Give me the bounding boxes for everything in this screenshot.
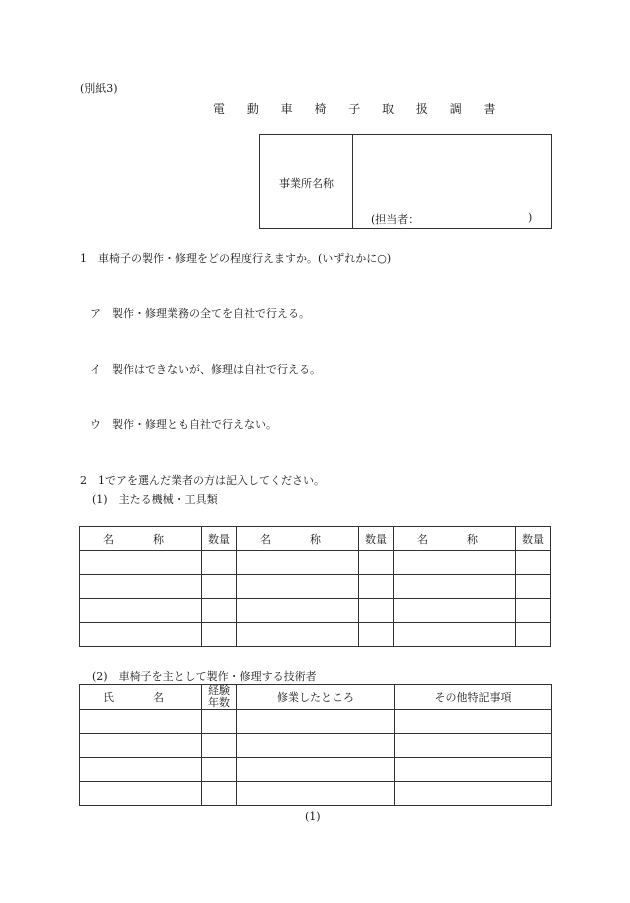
cell[interactable] bbox=[394, 551, 516, 575]
cell[interactable] bbox=[202, 710, 237, 734]
cell[interactable] bbox=[359, 599, 394, 623]
cell[interactable] bbox=[80, 551, 202, 575]
cell[interactable] bbox=[202, 758, 237, 782]
table-row bbox=[80, 758, 552, 782]
experience-years-header: 経験 年数 bbox=[202, 685, 237, 710]
cell[interactable] bbox=[202, 782, 237, 806]
cell[interactable] bbox=[80, 575, 202, 599]
option-i[interactable]: イ 製作はできないが、修理は自社で行える。 bbox=[90, 363, 321, 376]
cell[interactable] bbox=[202, 599, 237, 623]
office-box bbox=[259, 134, 552, 229]
cell[interactable] bbox=[237, 575, 359, 599]
cell[interactable] bbox=[359, 575, 394, 599]
equipment-qty-header-1: 数量 bbox=[202, 527, 237, 551]
cell[interactable] bbox=[516, 599, 551, 623]
cell[interactable] bbox=[516, 623, 551, 647]
other-notes-header: その他特記事項 bbox=[395, 685, 552, 710]
annex-label: (別紙3) bbox=[80, 82, 118, 95]
cell[interactable] bbox=[80, 758, 202, 782]
question-2: 2 1でアを選んだ業者の方は記入してください。 bbox=[80, 474, 325, 487]
cell[interactable] bbox=[516, 575, 551, 599]
cell[interactable] bbox=[394, 599, 516, 623]
question-1: 1 車椅子の製作・修理をどの程度行えますか。(いずれかに○) bbox=[80, 252, 392, 265]
cell[interactable] bbox=[80, 623, 202, 647]
cell[interactable] bbox=[237, 599, 359, 623]
technician-name-header: 氏 名 bbox=[80, 685, 202, 710]
cell[interactable] bbox=[516, 551, 551, 575]
cell[interactable] bbox=[394, 623, 516, 647]
cell[interactable] bbox=[202, 734, 237, 758]
document-title: 電 動 車 椅 子 取 扱 調 書 bbox=[213, 102, 505, 116]
table-row bbox=[80, 551, 551, 575]
option-a[interactable]: ア 製作・修理業務の全てを自社で行える。 bbox=[90, 307, 310, 320]
page-number: (1) bbox=[305, 810, 321, 823]
option-u[interactable]: ウ 製作・修理とも自社で行えない。 bbox=[90, 418, 277, 431]
section-2-label: (2) 車椅子を主として製作・修理する技術者 bbox=[92, 670, 317, 683]
table-row bbox=[80, 575, 551, 599]
office-name-field[interactable] bbox=[354, 137, 548, 205]
equipment-name-header-1: 名 称 bbox=[80, 527, 202, 551]
cell[interactable] bbox=[202, 575, 237, 599]
table-row bbox=[80, 710, 552, 734]
section-1-label: (1) 主たる機械・工具類 bbox=[92, 493, 218, 506]
cell[interactable] bbox=[237, 551, 359, 575]
table-row bbox=[80, 599, 551, 623]
cell[interactable] bbox=[359, 623, 394, 647]
equipment-qty-header-3: 数量 bbox=[516, 527, 551, 551]
cell[interactable] bbox=[202, 623, 237, 647]
cell[interactable] bbox=[80, 599, 202, 623]
contact-person-close: ) bbox=[528, 211, 533, 224]
equipment-name-header-3: 名 称 bbox=[394, 527, 516, 551]
cell[interactable] bbox=[394, 575, 516, 599]
cell[interactable] bbox=[395, 710, 552, 734]
cell[interactable] bbox=[237, 734, 395, 758]
table-row bbox=[80, 623, 551, 647]
cell[interactable] bbox=[395, 782, 552, 806]
cell[interactable] bbox=[237, 623, 359, 647]
office-name-label: 事業所名称 bbox=[279, 177, 334, 190]
cell[interactable] bbox=[395, 734, 552, 758]
cell[interactable] bbox=[237, 758, 395, 782]
cell[interactable] bbox=[237, 782, 395, 806]
table-row bbox=[80, 782, 552, 806]
equipment-name-header-2: 名 称 bbox=[237, 527, 359, 551]
equipment-table bbox=[79, 526, 551, 647]
equipment-qty-header-2: 数量 bbox=[359, 527, 394, 551]
technician-table bbox=[79, 684, 552, 806]
cell[interactable] bbox=[237, 710, 395, 734]
cell[interactable] bbox=[395, 758, 552, 782]
cell[interactable] bbox=[202, 551, 237, 575]
cell[interactable] bbox=[359, 551, 394, 575]
table-row bbox=[80, 734, 552, 758]
cell[interactable] bbox=[80, 734, 202, 758]
cell[interactable] bbox=[80, 710, 202, 734]
cell[interactable] bbox=[80, 782, 202, 806]
contact-person-field[interactable] bbox=[426, 209, 526, 225]
contact-person-open: (担当者： bbox=[371, 213, 420, 226]
office-box-divider bbox=[352, 135, 353, 228]
training-place-header: 修業したところ bbox=[237, 685, 395, 710]
